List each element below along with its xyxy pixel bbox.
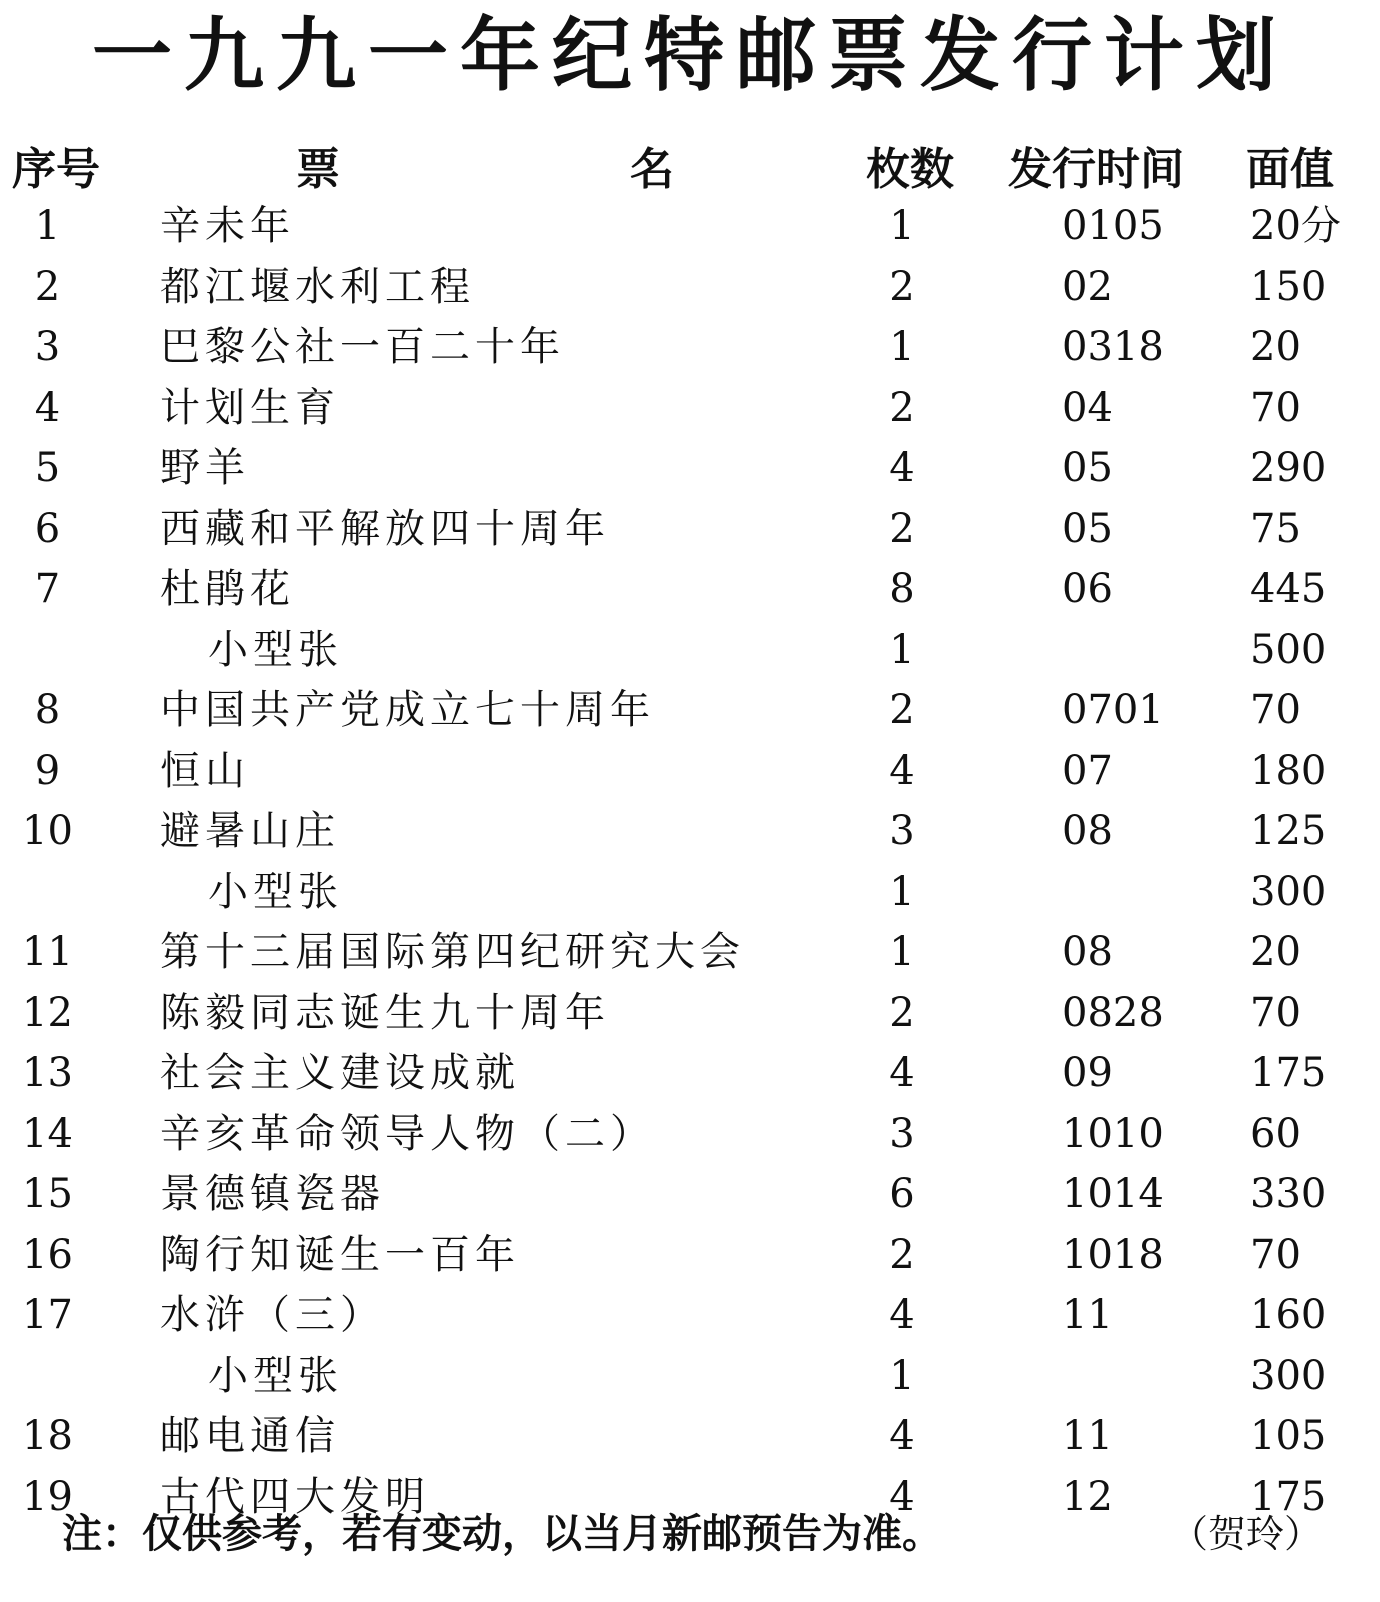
table-row — [0, 680, 1380, 741]
row-number: 14 — [22, 1110, 73, 1157]
author-credit: （贺玲） — [1170, 1512, 1323, 1556]
stamp-name: 巴黎公社一百二十年 — [160, 324, 565, 370]
row-number: 16 — [22, 1231, 73, 1278]
face-value: 500 — [1250, 626, 1327, 673]
stamp-name: 恒山 — [160, 747, 250, 794]
issue-date: 1014 — [1062, 1171, 1164, 1217]
stamp-count: 4 — [889, 1413, 915, 1459]
stamp-count: 1 — [889, 626, 915, 673]
stamp-count: 4 — [889, 1050, 915, 1096]
issue-date: 0701 — [1062, 687, 1164, 733]
stamp-count: 4 — [889, 445, 915, 491]
table-row — [0, 1043, 1380, 1104]
face-value: 70 — [1250, 384, 1301, 431]
stamp-name: 景德镇瓷器 — [160, 1171, 385, 1217]
issue-date: 12 — [1062, 1473, 1113, 1520]
stamp-count: 1 — [889, 203, 915, 249]
stamp-name: 小型张 — [208, 1352, 343, 1399]
header-face-value: 面值 — [1246, 144, 1334, 195]
face-value: 70 — [1250, 989, 1301, 1036]
issue-date: 11 — [1062, 1292, 1113, 1338]
stamp-name: 避暑山庄 — [160, 808, 340, 854]
row-number: 15 — [22, 1171, 73, 1217]
table-row — [0, 1406, 1380, 1467]
stamp-name: 辛亥革命领导人物（二） — [160, 1110, 655, 1157]
face-value: 330 — [1250, 1171, 1327, 1217]
face-value: 290 — [1250, 445, 1327, 491]
face-value: 175 — [1250, 1473, 1327, 1520]
table-row — [0, 438, 1380, 499]
issue-date: 08 — [1062, 808, 1113, 854]
stamp-count: 1 — [889, 868, 915, 915]
face-value: 160 — [1250, 1292, 1327, 1338]
stamp-name: 第十三届国际第四纪研究大会 — [160, 929, 745, 975]
face-value: 300 — [1250, 1352, 1327, 1399]
issue-date: 0828 — [1062, 989, 1164, 1036]
face-value: 70 — [1250, 1231, 1301, 1278]
stamp-name: 中国共产党成立七十周年 — [160, 687, 655, 733]
table-row — [0, 741, 1380, 802]
stamp-name: 杜鹃花 — [160, 566, 295, 612]
stamp-name: 野羊 — [160, 445, 250, 491]
face-value: 105 — [1250, 1413, 1327, 1459]
table-row-souvenir-sheet — [0, 1346, 1380, 1407]
footnote: 注：仅供参考，若有变动，以当月新邮预告为准。 — [62, 1511, 942, 1557]
table-row-souvenir-sheet — [0, 862, 1380, 923]
row-number: 8 — [34, 687, 61, 733]
header-count: 枚数 — [866, 144, 954, 195]
stamp-name: 水浒（三） — [160, 1292, 385, 1338]
stamp-count: 2 — [889, 687, 915, 733]
issue-date: 11 — [1062, 1413, 1113, 1459]
stamp-count: 2 — [889, 505, 915, 552]
stamp-name: 邮电通信 — [160, 1413, 340, 1459]
row-number: 17 — [22, 1292, 73, 1338]
stamp-count: 4 — [889, 1473, 915, 1520]
stamp-count: 2 — [889, 1231, 915, 1278]
face-value: 60 — [1250, 1110, 1301, 1157]
face-value: 125 — [1250, 808, 1327, 854]
stamp-name: 西藏和平解放四十周年 — [160, 505, 610, 552]
issue-date: 1010 — [1062, 1110, 1164, 1157]
row-number: 5 — [34, 445, 61, 491]
table-row — [0, 1164, 1380, 1225]
face-value: 20 — [1250, 324, 1301, 370]
stamp-name: 陈毅同志诞生九十周年 — [160, 989, 610, 1036]
row-number: 6 — [34, 505, 61, 552]
header-name-right: 名 — [630, 144, 674, 195]
face-value: 445 — [1250, 566, 1327, 612]
row-number: 7 — [34, 566, 61, 612]
stamp-count: 1 — [889, 324, 915, 370]
table-row — [0, 801, 1380, 862]
stamp-count: 4 — [889, 1292, 915, 1338]
issue-date: 1018 — [1062, 1231, 1164, 1278]
row-number: 11 — [22, 929, 73, 975]
stamp-count: 1 — [889, 1352, 915, 1399]
stamp-count: 8 — [889, 566, 915, 612]
issue-date: 08 — [1062, 929, 1113, 975]
row-number: 2 — [34, 263, 61, 310]
stamp-name: 陶行知诞生一百年 — [160, 1231, 520, 1278]
stamp-name: 计划生育 — [160, 384, 340, 431]
table-row — [0, 922, 1380, 983]
issue-date: 07 — [1062, 747, 1113, 794]
table-row — [0, 1104, 1380, 1165]
row-number: 4 — [34, 384, 61, 431]
table-row — [0, 559, 1380, 620]
stamp-name: 小型张 — [208, 626, 343, 673]
stamp-name: 小型张 — [208, 868, 343, 915]
stamp-name: 辛未年 — [160, 203, 295, 249]
face-value: 300 — [1250, 868, 1327, 915]
issue-date: 06 — [1062, 566, 1113, 612]
stamp-name: 古代四大发明 — [160, 1473, 430, 1520]
stamp-count: 2 — [889, 384, 915, 431]
stamp-count: 2 — [889, 263, 915, 310]
stamp-count: 3 — [889, 808, 915, 854]
issue-date: 09 — [1062, 1050, 1113, 1096]
stamp-name: 都江堰水利工程 — [160, 263, 475, 310]
stamp-table — [0, 196, 1380, 1527]
row-number: 3 — [34, 324, 61, 370]
table-row — [0, 1225, 1380, 1286]
face-value: 75 — [1250, 505, 1301, 552]
table-row — [0, 257, 1380, 318]
issue-date: 0105 — [1062, 203, 1164, 249]
stamp-name: 社会主义建设成就 — [160, 1050, 520, 1096]
row-number: 18 — [22, 1413, 73, 1459]
table-row — [0, 983, 1380, 1044]
row-number: 13 — [22, 1050, 73, 1096]
table-row — [0, 1285, 1380, 1346]
issue-date: 02 — [1062, 263, 1113, 310]
table-row — [0, 196, 1380, 257]
issue-date: 05 — [1062, 445, 1113, 491]
face-value: 70 — [1250, 687, 1301, 733]
face-value: 175 — [1250, 1050, 1327, 1096]
stamp-count: 4 — [889, 747, 915, 794]
page-title: 一九九一年纪特邮票发行计划 — [92, 9, 1288, 102]
stamp-count: 6 — [889, 1171, 915, 1217]
header-name-left: 票 — [296, 144, 340, 195]
row-number: 12 — [22, 989, 73, 1036]
face-value: 20分 — [1250, 203, 1341, 249]
row-number: 19 — [22, 1473, 73, 1520]
face-value: 20 — [1250, 929, 1301, 975]
table-row — [0, 317, 1380, 378]
stamp-count: 3 — [889, 1110, 915, 1157]
row-number: 10 — [22, 808, 73, 854]
issue-date: 04 — [1062, 384, 1113, 431]
face-value: 150 — [1250, 263, 1327, 310]
row-number: 9 — [34, 747, 61, 794]
table-row — [0, 499, 1380, 560]
header-number: 序号 — [12, 144, 100, 195]
face-value: 180 — [1250, 747, 1327, 794]
stamp-count: 1 — [889, 929, 915, 975]
issue-date: 05 — [1062, 505, 1113, 552]
header-issue-date: 发行时间 — [1008, 144, 1184, 195]
stamp-count: 2 — [889, 989, 915, 1036]
table-row-souvenir-sheet — [0, 620, 1380, 681]
table-row — [0, 378, 1380, 439]
issue-date: 0318 — [1062, 324, 1164, 370]
row-number: 1 — [34, 203, 61, 249]
